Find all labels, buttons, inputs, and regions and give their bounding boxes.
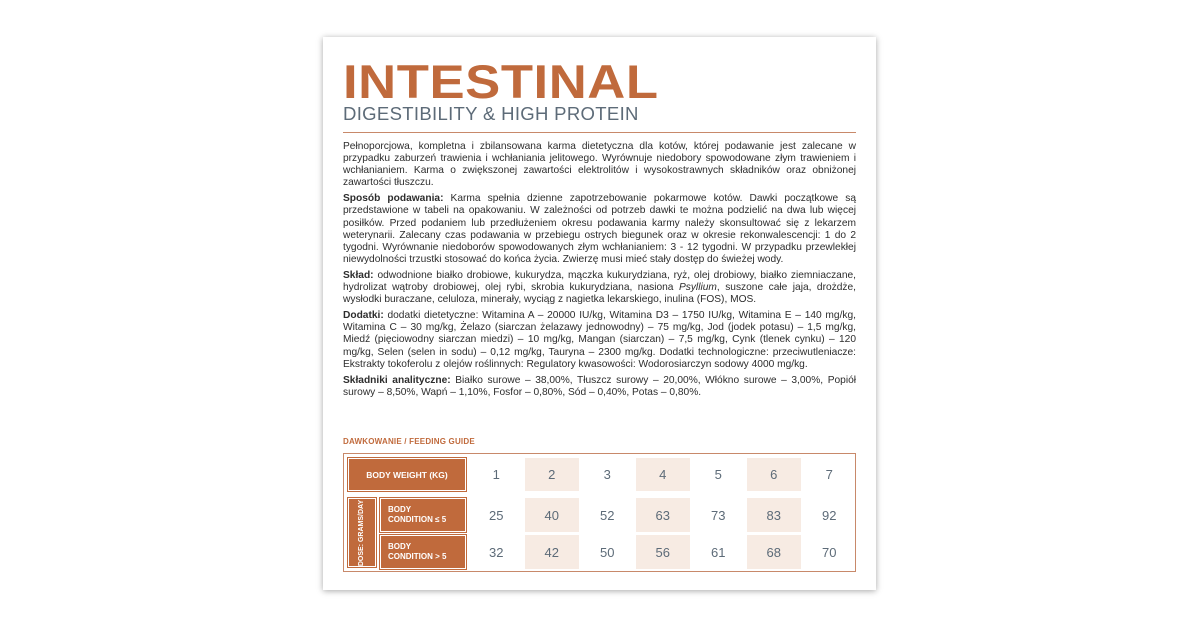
composition-text-1: odwodnione białko drobiowe, kukurydza, mączka kukurydziana, ryż, olej drobiowy, białko ziemniaczane, hydrolizat wątroby drobiowej, olej rybi, skrobia kukurydziana, nasiona	[343, 269, 856, 294]
dose-value-cell: 92	[822, 507, 837, 523]
weight-cell: 1	[492, 467, 500, 482]
composition-text-2: , suszone całe jaja, drożdże, wysłodki buraczane, celuloza, minerały, wyciąg z nagietka lekarskiego, inulina (FOS), MOS.	[343, 282, 856, 306]
dose-value-cell: 50	[600, 544, 615, 560]
body-condition-line1: BODY	[388, 542, 412, 551]
feeding-label: Sposób podawania:	[343, 193, 444, 205]
weight-cell: 7	[825, 467, 833, 482]
weight-cell: 2	[525, 458, 580, 491]
feeding-text: Karma spełnia dzienne zapotrzebowanie pokarmowe kotów. Dawki początkowe są przedstawione w tabeli na opakowaniu. W zależności od potrzeb dawki te można podzielić na dwa lub więcej posiłków. Przed podaniem lub przedłużeniem okresu podawania karmy należy skonsultować się z lekarzem weterynarii. Zalecany czas podawania w przebiegu ostrych biegunek oraz w okresie rekonwalescencji: 1 do 2 tygodni. Wyrównanie niedoborów spowodowanych złym wchłanianiem: 3 - 12 tygodni. W przypadku przewlekłej niewydolności trzustki stosować do końca życia. Zwierzę musi mieć stały dostęp do świeżej wody.	[343, 193, 856, 265]
dose-value-cell: 56	[636, 535, 691, 569]
body-condition-line1: BODY	[388, 505, 412, 514]
dose-header-label: DOSE: GRAMS/DAY	[358, 499, 366, 566]
composition-paragraph	[343, 270, 856, 306]
dose-value-cell: 42	[525, 535, 580, 569]
product-subtitle: DIGESTIBILITY & HIGH PROTEIN	[343, 104, 639, 124]
weight-cell: 3	[603, 467, 611, 482]
dose-value-cell: 40	[525, 498, 580, 532]
body-condition-text	[388, 542, 446, 562]
body-condition-label	[380, 535, 466, 569]
composition-italic: Psyllium	[678, 282, 717, 294]
additives-label: Dodatki:	[343, 310, 384, 322]
body-condition-line2: CONDITION > 5	[388, 552, 447, 561]
additives-text: dodatki dietetyczne: Witamina A – 20000 IU/kg, Witamina D3 – 1750 IU/kg, Witamina E – 140 mg/kg, Witamina C – 30 mg/kg, Żelazo (siarczan żelazawy jednowodny) – 75 mg/kg, Jod (jodek potasu) – 1,5 mg/kg, Miedź (pięciowodny siarczan miedzi) – 10 mg/kg, Mangan (siarczan) – 7,5 mg/kg, Cynk (tlenek cynku) – 120 mg/kg, Selen (selen in sodu) – 0,12 mg/kg, Tauryna – 2300 mg/kg. Dodatki technologiczne: przeciwutleniacze: Ekstrakty tokoferolu z olejów roślinnych: Regulatory kwasowości: Wodorosiarczyn sodowy 4000 mg/kg.	[343, 310, 856, 370]
body-condition-label	[380, 498, 466, 532]
feeding-paragraph	[343, 193, 856, 266]
analytical-text: Białko surowe – 38,00%, Tłuszcz surowy – 20,00%, Włókno surowe – 3,00%, Popiół surowy – 8,50%, Wapń – 1,10%, Fosfor – 0,80%, Sód – 0,40%, Potas – 0,80%.	[343, 374, 857, 398]
product-label-card	[323, 37, 876, 590]
analytical-paragraph	[343, 375, 856, 399]
dose-value-cell: 70	[822, 544, 837, 560]
dose-value-cell: 25	[489, 507, 504, 523]
analytical-label: Składniki analityczne:	[343, 374, 451, 386]
dose-value-cell: 32	[489, 544, 504, 560]
product-description-block	[343, 141, 856, 403]
body-condition-line2: CONDITION ≤ 5	[388, 515, 447, 524]
body-condition-text	[388, 505, 446, 525]
dose-header	[348, 498, 376, 567]
weight-cell: 4	[636, 458, 691, 491]
dose-value-cell: 52	[600, 507, 615, 523]
feeding-guide-table	[343, 453, 856, 572]
description-paragraph: Pełnoporcjowa, kompletna i zbilansowana karma dietetyczna dla kotów, której podawanie jest zalecane w przypadku zaburzeń trawienia i wchłaniania jelitowego. Wyrównuje niedobory spowodowane złym trawieniem i wchłanianiem. Karma o zwiększonej zawartości elektrolitów i wysokostrawnych składników oraz obniżonej zawartości tłuszczu.	[343, 141, 856, 189]
dose-value-cell: 68	[747, 535, 802, 569]
divider	[343, 132, 856, 133]
weight-cell: 6	[747, 458, 802, 491]
body-weight-header: BODY WEIGHT (KG)	[348, 458, 466, 491]
weight-cell: 5	[714, 467, 722, 482]
dose-value-cell: 73	[711, 507, 726, 523]
feeding-guide-label: DAWKOWANIE / FEEDING GUIDE	[343, 437, 475, 446]
dose-value-cell: 63	[636, 498, 691, 532]
dose-value-cell: 83	[747, 498, 802, 532]
product-title: INTESTINAL	[343, 55, 659, 108]
composition-label: Skład:	[343, 269, 374, 281]
dose-value-cell: 61	[711, 544, 726, 560]
additives-paragraph	[343, 310, 856, 370]
